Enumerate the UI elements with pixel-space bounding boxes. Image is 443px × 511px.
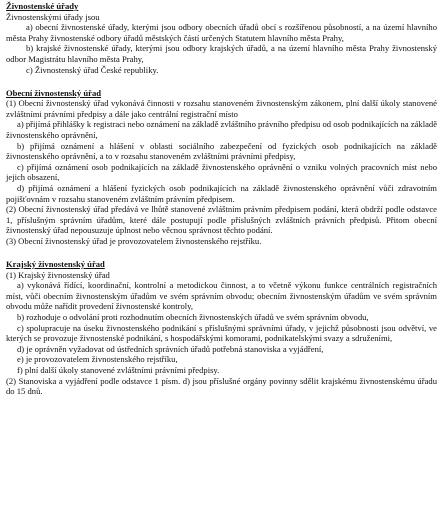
section-heading: Živnostenské úřady bbox=[6, 1, 79, 11]
paragraph: f) plní další úkoly stanovené zvláštními právními předpisy. bbox=[17, 365, 220, 375]
paragraph: Živnostenskými úřady jsou bbox=[6, 11, 100, 22]
paragraph: b) přijímá oznámení a hlášení v oblasti sociálního zabezpečení od fyzických osob podnikajících na základě živnostenského oprávnění, a to v rozsahu stanoveném zvláštními právními předpisy, bbox=[6, 140, 437, 162]
paragraph: c) přijímá oznámení osob podnikajících na základě živnostenského oprávnění o vzniku volných pracovních míst nebo jejich obsazení, bbox=[6, 161, 437, 183]
document-section bbox=[6, 1, 437, 75]
paragraph: (1) Krajský živnostenský úřad bbox=[6, 269, 110, 280]
paragraph: b) rozhoduje o odvolání proti rozhodnutím obecních živnostenských úřadů ve svém správním obvodu, bbox=[17, 312, 369, 323]
paragraph: d) přijímá oznámení a hlášení fyzických osob podnikajících na základě živnostenského oprávnění vůči zdravotním pojišťovnám v rozsahu stanoveném zvláštním právním předpisem. bbox=[6, 183, 437, 204]
paragraph: (2) Stanoviska a vyjádření podle odstavce 1 písm. d) jsou příslušné orgány povinny sdělit krajskému živnostenskému úřadu do 15 dnů. bbox=[6, 375, 437, 397]
paragraph: a) přijímá přihlášky k registraci nebo oznámení na základě zvláštního právního předpisu od osob podnikajících na základě živnostenského oprávnění, bbox=[6, 119, 438, 141]
paragraph: (2) Obecní živnostenský úřad předává ve lhůtě stanovené zvláštním právním předpisem podání, která obdrží podle odstavce 1, příslušným správním úřadům, které dále postupují podle příslušných zvláštních právních předpisů. Přitom obecní živnostenský úřad nepousuzuje úplnost nebo věcnou správnost těchto podání. bbox=[6, 204, 437, 236]
paragraph: b) krajské živnostenské úřady, kterými jsou odbory krajských úřadů, a na území hlavního města Prahy živnostenský odbor Magistrátu hlavního města Prahy, bbox=[6, 43, 437, 64]
paragraph: c) Živnostenský úřad České republiky. bbox=[26, 64, 159, 75]
paragraph: a) vykonává řídící, koordinační, kontrolní a metodickou činnost, a to včetně výkonu funkce centrálních registračních míst, vůči obecním živnostenským úřadům ve svém správním obvodu; obecním živnostenským úřadům ve svém správním obvodu může nařídit provedení živnostenské kontroly, bbox=[6, 280, 437, 312]
document-section bbox=[6, 88, 437, 247]
section-heading: Obecní živnostenský úřad bbox=[6, 87, 102, 98]
paragraph: d) je oprávněn vyžadovat od ústředních správních úřadů potřebná stanoviska a vyjádření, bbox=[17, 343, 324, 354]
paragraph: (3) Obecní živnostenský úřad je provozovatelem živnostenského rejstříku. bbox=[6, 235, 262, 246]
document-section bbox=[6, 259, 437, 397]
paragraph: c) spolupracuje na úseku živnostenského podnikání s příslušnými správními úřady, v jejichž působnosti jsou odvětví, ve kterých se provozuje živnostenské podnikání, s hospodářskými komorami, podnikatelskými svazy a sdruženími, bbox=[6, 322, 437, 344]
paragraph: a) obecní živnostenské úřady, kterými jsou odbory obecních úřadů obcí s rozšířenou působností, a na území hlavního města Prahy živnostenské odbory úřadů městských částí určených Statutem hlavního města Prahy, bbox=[6, 22, 437, 43]
paragraph: (1) Obecní živnostenský úřad vykonává činnosti v rozsahu stanoveném živnostenským zákonem, plní další úkoly stanovené zvláštními právními předpisy a dále jako centrální registrační místo bbox=[6, 98, 437, 119]
section-heading: Krajský živnostenský úřad bbox=[6, 259, 105, 270]
paragraph: e) je provozovatelem živnostenského rejstříku, bbox=[17, 354, 178, 365]
